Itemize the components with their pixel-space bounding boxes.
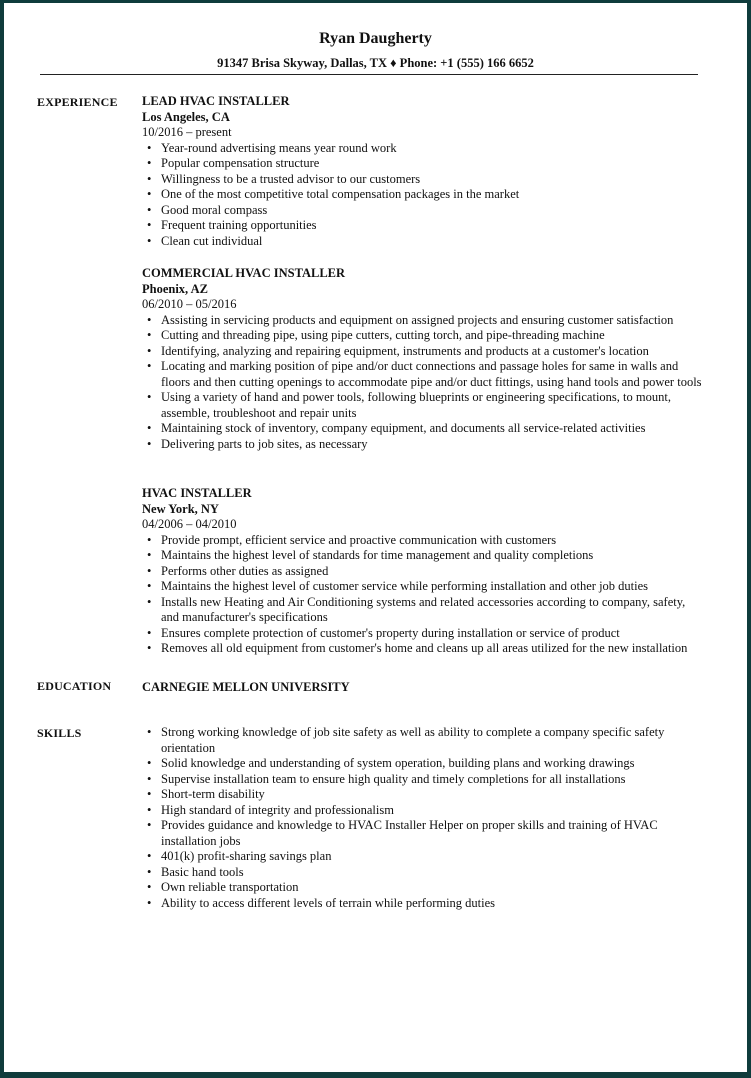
job-title: LEAD HVAC INSTALLER <box>142 94 290 108</box>
skills-heading: SKILLS <box>37 726 82 740</box>
list-item: • Willingness to be a trusted advisor to our customers <box>142 172 702 188</box>
list-item: • Year-round advertising means year round work <box>142 141 702 157</box>
list-item: • Basic hand tools <box>142 865 702 881</box>
list-item: • Performs other duties as assigned <box>142 564 702 580</box>
job-bullets <box>142 533 702 657</box>
job-entry <box>142 94 702 249</box>
job-dates: 04/2006 – 04/2010 <box>142 517 237 531</box>
list-item: • Locating and marking position of pipe and/or duct connections and passage holes for same in walls and floors and then cutting openings to accommodate pipe and/or duct fittings, using hand tools and power tools <box>142 359 702 390</box>
list-item: • Clean cut individual <box>142 234 702 250</box>
job-location: Phoenix, AZ <box>142 281 208 296</box>
header-divider <box>40 74 698 75</box>
job-title: HVAC INSTALLER <box>142 486 252 500</box>
list-item: • Installs new Heating and Air Conditioning systems and related accessories according to company, safety, and manufacturer's specifications <box>142 595 702 626</box>
list-item: • Own reliable transportation <box>142 880 702 896</box>
job-entry <box>142 266 702 452</box>
list-item: • Ensures complete protection of customer's property during installation or service of product <box>142 626 702 642</box>
experience-heading: EXPERIENCE <box>37 95 118 109</box>
list-item: • Frequent training opportunities <box>142 218 702 234</box>
list-item: • Removes all old equipment from customer's home and cleans up all areas utilized for the new installation <box>142 641 702 657</box>
list-item: • Using a variety of hand and power tools, following blueprints or engineering specifications, to mount, assemble, troubleshoot and repair units <box>142 390 702 421</box>
list-item: • Solid knowledge and understanding of system operation, building plans and working drawings <box>142 756 702 772</box>
list-item: • Strong working knowledge of job site safety as well as ability to complete a company specific safety orientation <box>142 725 702 756</box>
list-item: • Supervise installation team to ensure high quality and timely completions for all installations <box>142 772 702 788</box>
list-item: • Provides guidance and knowledge to HVAC Installer Helper on proper skills and training of HVAC installation jobs <box>142 818 702 849</box>
list-item: • Short-term disability <box>142 787 702 803</box>
list-item: • Maintains the highest level of standards for time management and quality completions <box>142 548 702 564</box>
list-item: • Assisting in servicing products and equipment on assigned projects and ensuring customer satisfaction <box>142 313 702 329</box>
job-title: COMMERCIAL HVAC INSTALLER <box>142 266 346 280</box>
candidate-name: Ryan Daugherty <box>319 30 432 47</box>
list-item: • Delivering parts to job sites, as necessary <box>142 437 702 453</box>
list-item: • Maintains the highest level of customer service while performing installation and other job duties <box>142 579 702 595</box>
job-dates: 10/2016 – present <box>142 125 232 139</box>
list-item: • Provide prompt, efficient service and proactive communication with customers <box>142 533 702 549</box>
list-item: • 401(k) profit-sharing savings plan <box>142 849 702 865</box>
resume-page <box>4 3 747 1072</box>
job-location: New York, NY <box>142 501 219 516</box>
list-item: • Cutting and threading pipe, using pipe cutters, cutting torch, and pipe-threading machine <box>142 328 702 344</box>
list-item: • One of the most competitive total compensation packages in the market <box>142 187 702 203</box>
education-heading: EDUCATION <box>37 679 112 693</box>
skills-list <box>142 725 702 911</box>
contact-line: 91347 Brisa Skyway, Dallas, TX ♦ Phone: +1 (555) 166 6652 <box>217 56 534 70</box>
job-dates: 06/2010 – 05/2016 <box>142 297 237 311</box>
job-bullets <box>142 313 702 453</box>
job-entry <box>142 486 702 657</box>
skills-list-container <box>142 725 702 911</box>
list-item: • Ability to access different levels of terrain while performing duties <box>142 896 702 912</box>
list-item: • High standard of integrity and professionalism <box>142 803 702 819</box>
job-location: Los Angeles, CA <box>142 109 230 124</box>
job-bullets <box>142 141 702 250</box>
list-item: • Good moral compass <box>142 203 702 219</box>
list-item: • Identifying, analyzing and repairing equipment, instruments and products at a customer's location <box>142 344 702 360</box>
list-item: • Maintaining stock of inventory, company equipment, and documents all service-related activities <box>142 421 702 437</box>
list-item: • Popular compensation structure <box>142 156 702 172</box>
education-school: CARNEGIE MELLON UNIVERSITY <box>142 680 350 694</box>
